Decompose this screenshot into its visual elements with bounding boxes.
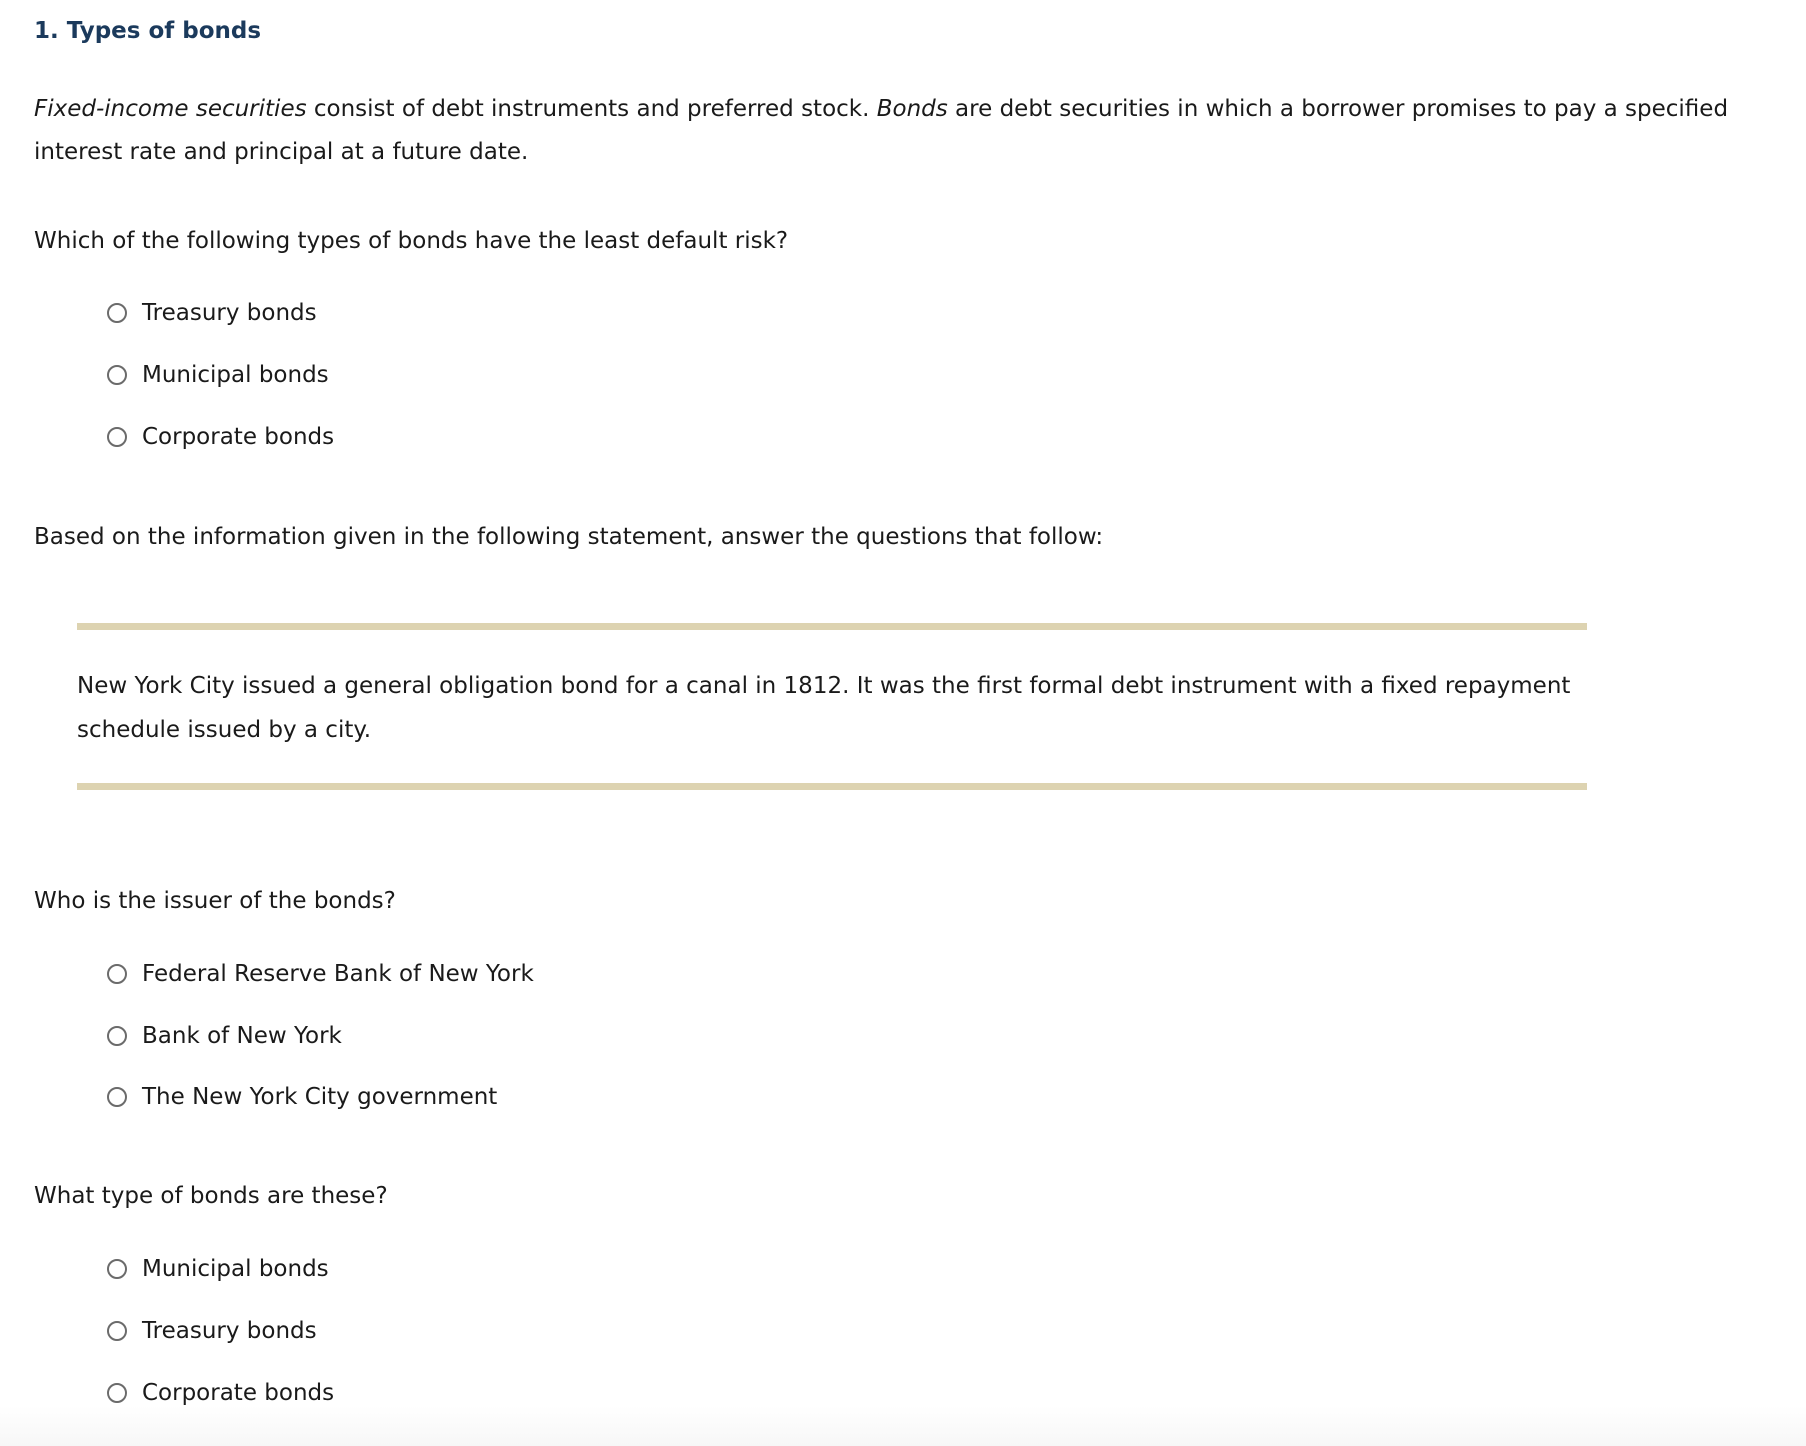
statement-box (77, 623, 1587, 790)
radio-button[interactable] (107, 365, 127, 385)
q3-option-1[interactable] (107, 1256, 329, 1282)
q1-option-3-label: Corporate bonds (142, 424, 335, 450)
q2-option-3-label: The New York City government (142, 1084, 498, 1110)
q1-option-2-label: Municipal bonds (142, 362, 329, 388)
statement-text: New York City issued a general obligation bond for a canal in 1812. It was the first formal debt instrument with a fixed repayment schedule issued by a city. (77, 673, 1571, 743)
q1-prompt: Which of the following types of bonds have the least default risk? (34, 228, 789, 254)
q1-option-3[interactable] (107, 424, 334, 450)
q2-option-2[interactable] (107, 1023, 342, 1049)
q3-option-1-label: Municipal bonds (142, 1256, 329, 1282)
radio-button[interactable] (107, 1259, 127, 1279)
q3-prompt: What type of bonds are these? (34, 1183, 388, 1209)
q3-option-2[interactable] (107, 1318, 317, 1344)
radio-button[interactable] (107, 964, 127, 984)
statement-lead-in: Based on the information given in the following statement, answer the questions that follow: (34, 524, 1104, 550)
radio-button[interactable] (107, 1026, 127, 1046)
q2-option-1[interactable] (107, 961, 534, 987)
intro-text-2: are debt securities in which a borrower promises to pay a specified interest rate and principal at a future date. (34, 96, 1729, 165)
q1-option-2[interactable] (107, 362, 329, 388)
q2-prompt: Who is the issuer of the bonds? (34, 888, 396, 914)
q2-option-3[interactable] (107, 1084, 497, 1110)
q1-option-1[interactable] (107, 300, 317, 326)
bottom-fade (0, 1406, 1806, 1446)
section-title: 1. Types of bonds (34, 18, 262, 44)
radio-button[interactable] (107, 427, 127, 447)
q2-option-2-label: Bank of New York (142, 1023, 342, 1049)
intro-text-1: consist of debt instruments and preferred stock. (306, 96, 877, 122)
radio-button[interactable] (107, 1321, 127, 1341)
q1-option-1-label: Treasury bonds (142, 300, 317, 326)
q2-option-1-label: Federal Reserve Bank of New York (142, 961, 534, 987)
q3-option-3[interactable] (107, 1380, 334, 1406)
intro-term-fixed-income: Fixed-income securities (34, 96, 307, 122)
q3-option-2-label: Treasury bonds (142, 1318, 317, 1344)
q3-option-3-label: Corporate bonds (142, 1380, 335, 1406)
statement-bottom-rule (77, 783, 1587, 790)
intro-paragraph (34, 88, 1734, 174)
radio-button[interactable] (107, 1087, 127, 1107)
intro-term-bonds: Bonds (876, 96, 948, 122)
radio-button[interactable] (107, 1383, 127, 1403)
radio-button[interactable] (107, 303, 127, 323)
statement-top-rule (77, 623, 1587, 630)
